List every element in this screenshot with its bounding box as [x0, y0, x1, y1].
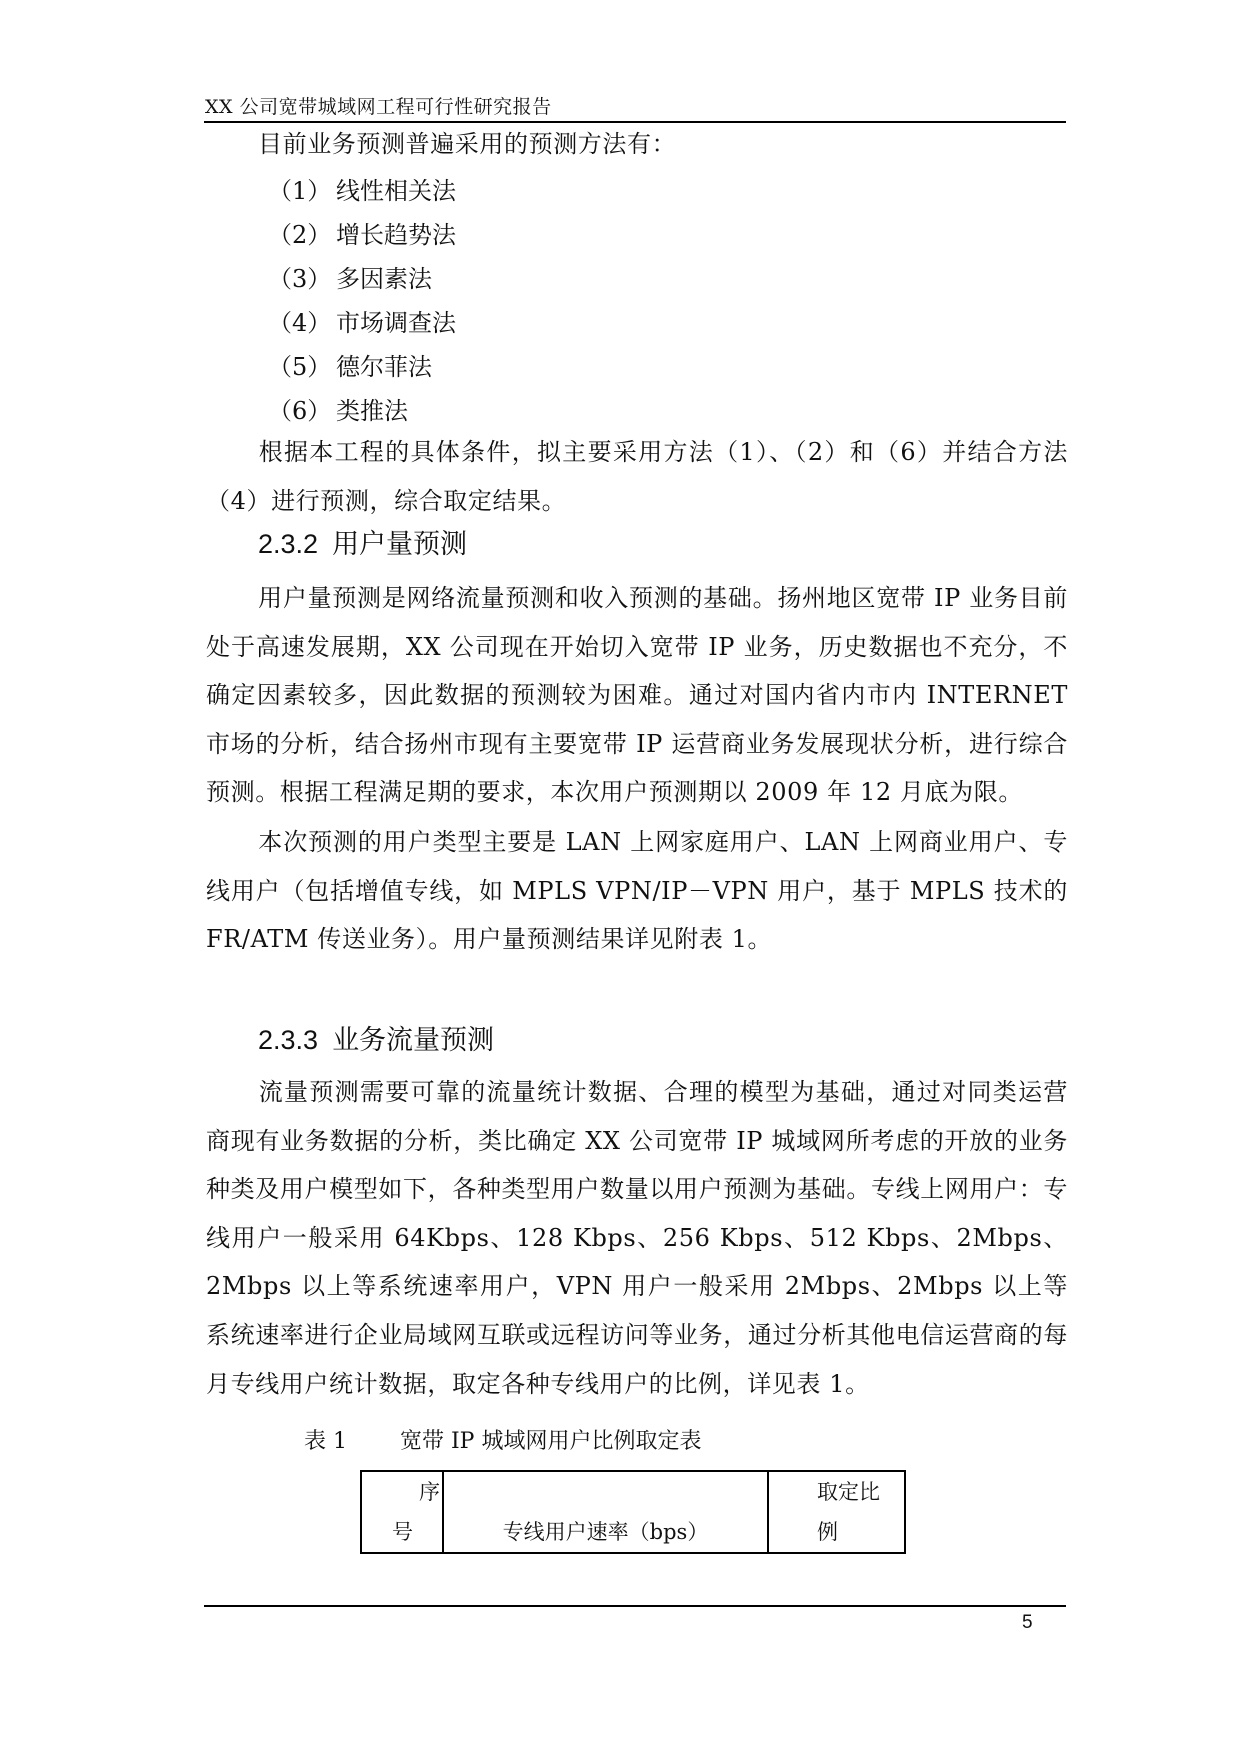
table-caption: 表 1 宽带 IP 城域网用户比例取定表	[304, 1429, 702, 1454]
method-item: （4） 市场调查法	[268, 309, 456, 337]
table-header-rate: 专线用户速率（bps）	[444, 1472, 769, 1552]
method-item: （5） 德尔菲法	[268, 353, 432, 381]
method-item: （6） 类推法	[268, 397, 408, 425]
header-title: XX 公司宽带城域网工程可行性研究报告	[205, 96, 552, 118]
table-header-index: 序 号	[362, 1472, 444, 1552]
section-2-3-2-paragraph-2: 本次预测的用户类型主要是 LAN 上网家庭用户、LAN 上网商业用户、专线用户（包括增值专线，如 MPLS VPN/IP－VPN 用户，基于 MPLS 技术的 FR/ATM 传送业务）。用户量预测结果详见附表 1。	[206, 828, 1068, 954]
section-heading-2-3-2: 2.3.2 用户量预测	[258, 529, 468, 559]
section-2-3-3-paragraph-1: 流量预测需要可靠的流量统计数据、合理的模型为基础，通过对同类运营商现有业务数据的分析，类比确定 XX 公司宽带 IP 城域网所考虑的开放的业务种类及用户模型如下，各种类型用户数量以用户预测为基础。专线上网用户：专线用户一般采用 64Kbps、128 Kbps、256 Kbps、512 Kbps、2Mbps、2Mbps 以上等系统速率用户，VPN 用户一般采用 2Mbps、2Mbps 以上等系统速率进行企业局域网互联或远程访问等业务，通过分析其他电信运营商的每月专线用户统计数据，取定各种专线用户的比例，详见表 1。	[206, 1078, 1068, 1398]
method-conclusion-paragraph: 根据本工程的具体条件，拟主要采用方法（1）、（2）和（6）并结合方法（4）进行预测，综合取定结果。	[206, 438, 1068, 515]
table-header-ratio: 取定比 例	[817, 1480, 880, 1544]
section-heading-2-3-3: 2.3.3 业务流量预测	[258, 1025, 495, 1055]
page-header	[205, 92, 1065, 119]
method-item: （3） 多因素法	[268, 265, 432, 293]
method-item: （1） 线性相关法	[268, 177, 456, 205]
table-1	[360, 1470, 906, 1554]
method-item: （2） 增长趋势法	[268, 221, 456, 249]
intro-paragraph: 目前业务预测普遍采用的预测方法有：	[258, 130, 677, 158]
footer-rule	[204, 1605, 1066, 1607]
section-2-3-2-paragraph-1: 用户量预测是网络流量预测和收入预测的基础。扬州地区宽带 IP 业务目前处于高速发展期，XX 公司现在开始切入宽带 IP 业务，历史数据也不充分，不确定因素较多，因此数据的预测较为困难。通过对国内省内市内 INTERNET 市场的分析，结合扬州市现有主要宽带 IP 运营商业务发展现状分析，进行综合预测。根据工程满足期的要求，本次用户预测期以 2009 年 12 月底为限。	[206, 584, 1068, 807]
page-number: 5	[1022, 1612, 1033, 1633]
